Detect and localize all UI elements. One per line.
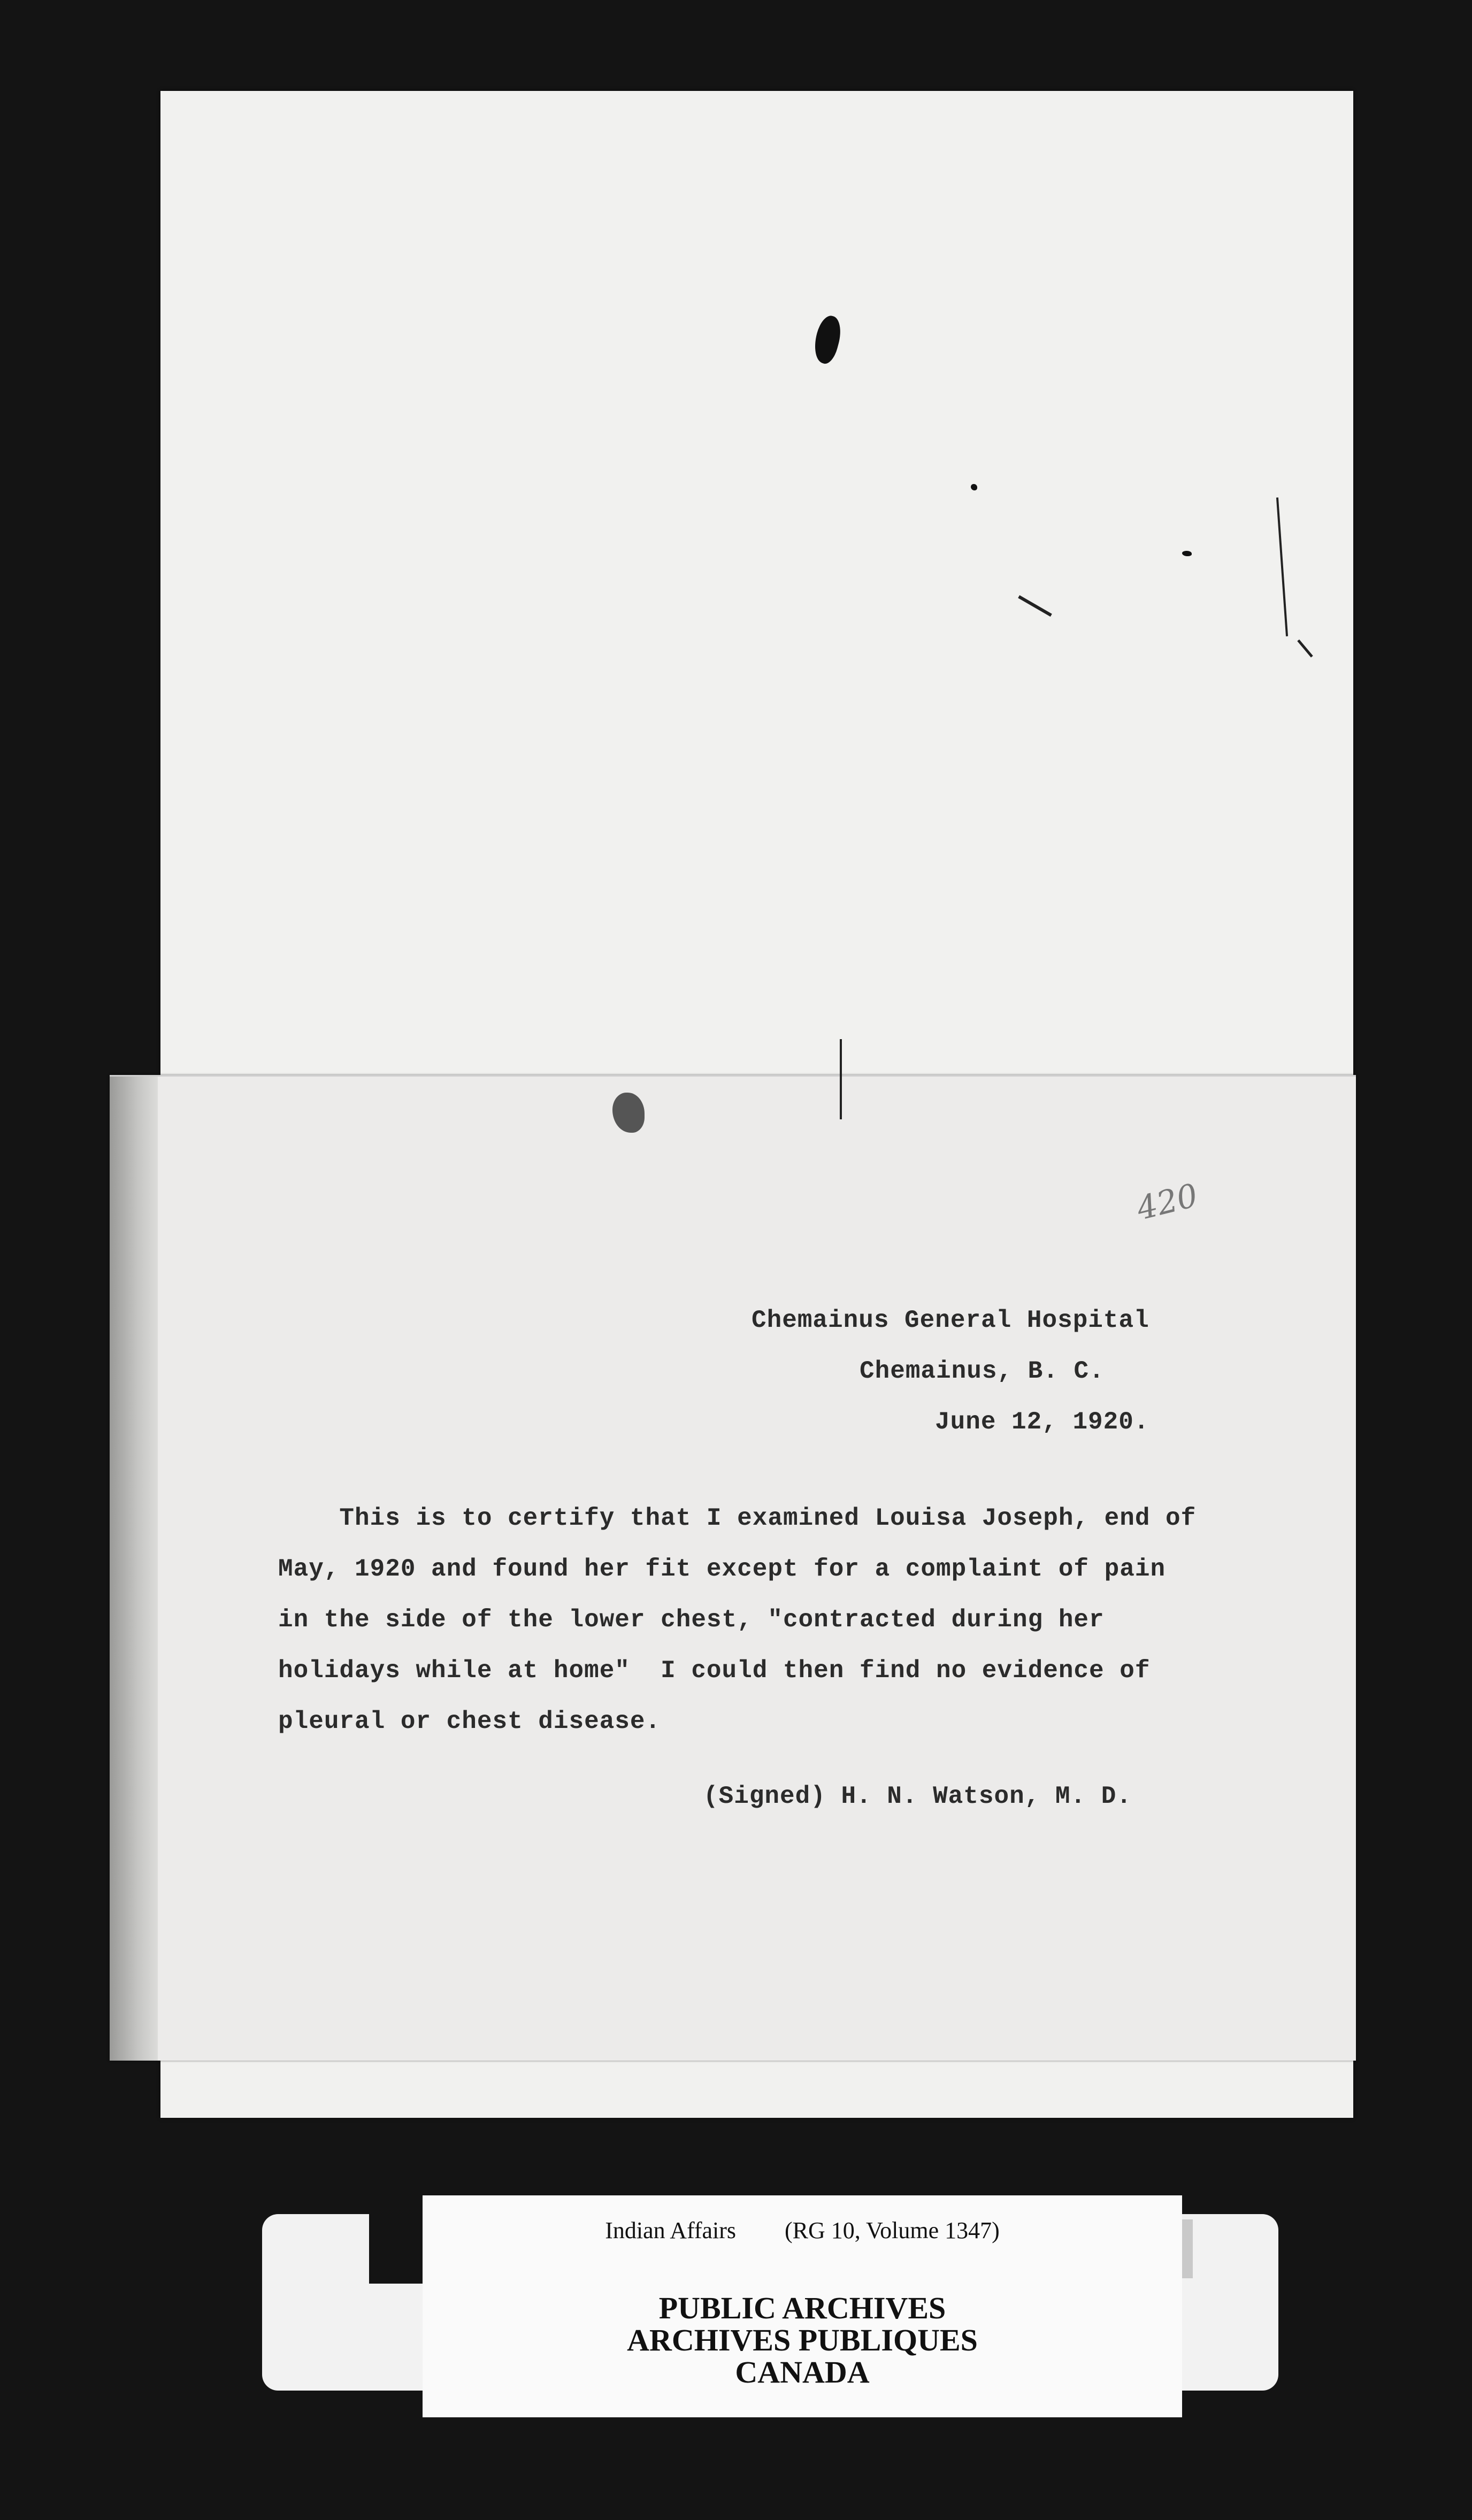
archive-country: CANADA: [735, 2355, 870, 2390]
scratch-mark: [1276, 497, 1288, 636]
archive-label: [423, 2195, 1182, 2417]
ink-blot: [612, 1093, 645, 1133]
body-line: This is to certify that I examined Louisa Joseph, end of: [278, 1504, 1197, 1532]
archive-series-line: [423, 2217, 1182, 2244]
hospital-name: Chemainus General Hospital: [752, 1307, 1149, 1334]
body-line: holidays while at home" I could then find no evidence of: [278, 1657, 1151, 1685]
archive-reference: (RG 10, Volume 1347): [785, 2217, 1000, 2244]
ink-speck: [1182, 551, 1192, 556]
archive-org-fr: ARCHIVES PUBLIQUES: [627, 2323, 978, 2357]
body-line: pleural or chest disease.: [278, 1708, 661, 1735]
hospital-location: Chemainus, B. C.: [860, 1357, 1105, 1385]
scratch-mark: [1297, 640, 1313, 658]
ink-blot: [810, 313, 845, 366]
label-notch: [369, 2214, 423, 2284]
body-line: May, 1920 and found her fit except for a complaint of pain: [278, 1555, 1166, 1583]
handwritten-number: 420: [1133, 1177, 1202, 1228]
archive-series: Indian Affairs: [605, 2217, 737, 2244]
scratch-mark: [840, 1039, 842, 1119]
sheet-edge-shadow: [110, 1077, 158, 2061]
letter-sheet: [110, 1075, 1356, 2061]
archive-org-en: PUBLIC ARCHIVES: [658, 2291, 946, 2325]
ink-speck: [971, 484, 977, 490]
scratch-mark: [1018, 595, 1052, 617]
letter-date: June 12, 1920.: [935, 1408, 1149, 1436]
signature-line: (Signed) H. N. Watson, M. D.: [703, 1783, 1132, 1810]
body-line: in the side of the lower chest, "contracted during her: [278, 1606, 1105, 1634]
